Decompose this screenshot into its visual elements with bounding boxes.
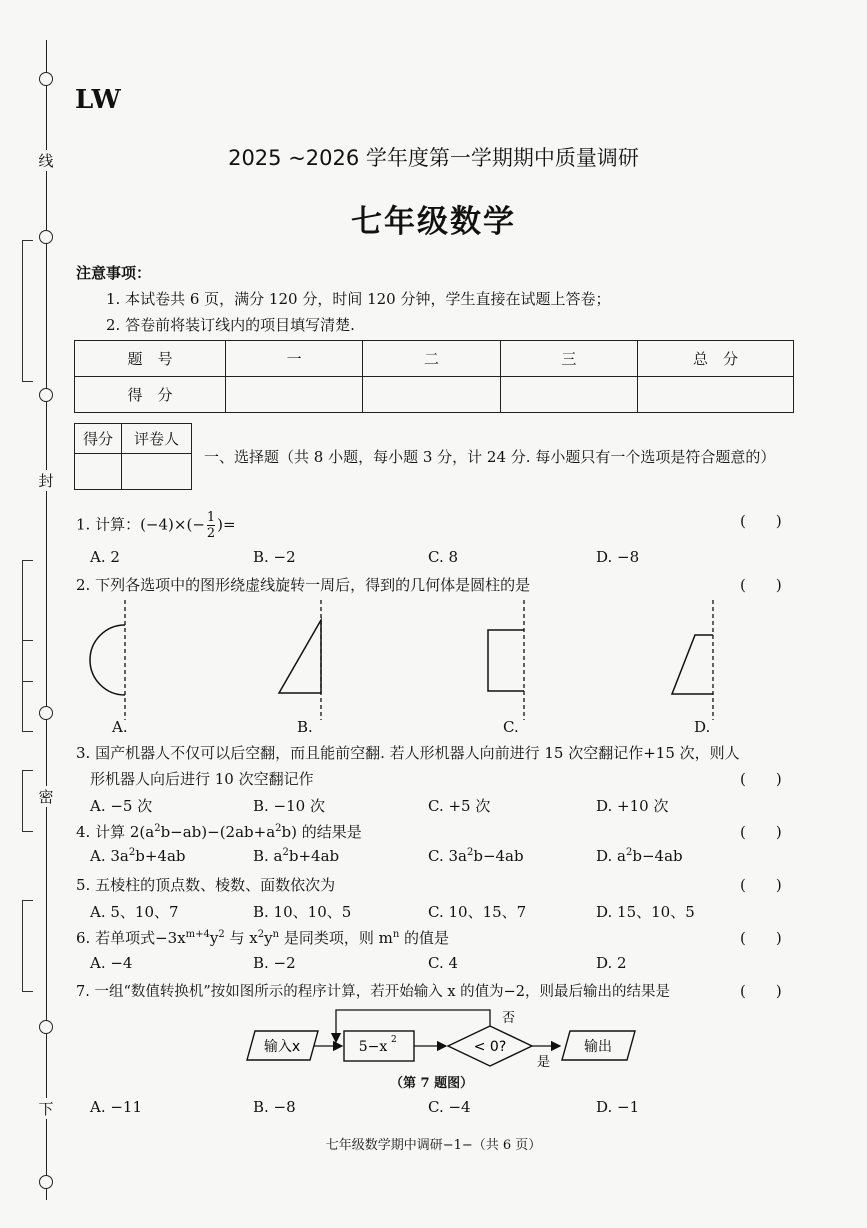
q7-flowchart <box>240 1000 640 1080</box>
score-table <box>74 340 794 413</box>
question-4-stem <box>76 821 362 842</box>
option-c: C. 10、15、7 <box>428 903 527 921</box>
opt-text: b−4ab <box>632 847 683 865</box>
binding-hole <box>39 1020 53 1034</box>
opt-text: D. a <box>596 847 626 865</box>
q4-exp: 2 <box>275 823 282 834</box>
question-6-stem <box>76 927 449 948</box>
answer-paren[interactable]: ( ) <box>740 876 782 894</box>
q6-text: 是同类项，则 m <box>279 929 393 947</box>
q6-exp: 2 <box>257 929 265 940</box>
figure-b-triangle <box>279 600 321 720</box>
binding-hole <box>39 388 53 402</box>
option-d <box>596 847 683 865</box>
figure-label-d: D. <box>694 718 711 736</box>
figure-c-rectangle <box>488 600 524 720</box>
grader-table <box>74 423 192 490</box>
q2-figures <box>80 598 740 723</box>
score-header: 总 分 <box>638 341 794 377</box>
option-a: A. 5、10、7 <box>90 903 179 921</box>
answer-paren[interactable]: ( ) <box>740 512 782 530</box>
option-c: C. 8 <box>428 548 459 566</box>
flow-calc-label: 5−x <box>358 1039 388 1055</box>
margin-char-seal: 封 <box>36 470 56 491</box>
opt-text: C. 3a <box>428 847 467 865</box>
score-header: 二 <box>363 341 500 377</box>
question-7-stem: 7. 一组“数值转换机”按如图所示的程序计算，若开始输入 x 的值为−2，则最后输出的结果是 <box>76 984 671 1000</box>
q4-text: b−ab)−(2ab+a <box>160 823 276 841</box>
flow-yes-label: 是 <box>537 1055 551 1070</box>
option-a: A. 2 <box>90 548 120 566</box>
notice-item: 2. 答卷前将装订线内的项目填写清楚. <box>106 316 355 334</box>
q1-text-tail: )= <box>217 515 236 534</box>
notice-heading: 注意事项： <box>76 264 152 282</box>
q6-text: 与 x <box>224 929 258 947</box>
section-heading: 一、选择题（共 8 小题，每小题 3 分，计 24 分. 每小题只有一个选项是符合题意的） <box>204 448 776 466</box>
option-d: D. +10 次 <box>596 797 669 815</box>
score-row-label: 得 分 <box>75 377 226 413</box>
score-cell[interactable] <box>363 377 500 413</box>
option-a: A. −11 <box>90 1098 143 1116</box>
flow-no-label: 否 <box>502 1011 516 1026</box>
grader-score-label: 得分 <box>75 424 122 454</box>
option-b: B. −8 <box>253 1098 296 1116</box>
option-a: A. −5 次 <box>90 797 153 815</box>
option-c <box>428 847 524 865</box>
figure-caption: （第 7 题图） <box>390 1076 474 1091</box>
figure-label-b: B. <box>297 718 313 736</box>
opt-text: A. 3a <box>90 847 129 865</box>
flow-cond-label: < 0? <box>473 1039 507 1055</box>
option-b: B. −10 次 <box>253 797 325 815</box>
q6-exp: n <box>392 929 400 940</box>
q6-exp: n <box>272 929 280 940</box>
opt-text: B. a <box>253 847 283 865</box>
flow-calc-exp: 2 <box>391 1035 397 1045</box>
q6-exp: m+4 <box>185 929 210 940</box>
q4-text: 4. 计算 2(a <box>76 823 155 841</box>
q6-text: 的值是 <box>399 929 450 947</box>
margin-bracket <box>22 770 33 832</box>
grader-name-label: 评卷人 <box>122 424 192 454</box>
question-3-stem-cont: 形机器人向后进行 10 次空翻记作 <box>90 770 314 788</box>
notice-item: 1. 本试卷共 6 页，满分 120 分，时间 120 分钟，学生直接在试题上答卷； <box>106 290 611 308</box>
figure-a-semicircle <box>90 600 125 720</box>
opt-exp: 2 <box>282 847 289 858</box>
flow-input-label: 输入x <box>263 1039 301 1055</box>
option-d: D. 2 <box>596 954 627 972</box>
option-c: C. 4 <box>428 954 459 972</box>
q6-exp: 2 <box>218 929 225 940</box>
question-5-stem: 5. 五棱柱的顶点数、棱数、面数依次为 <box>76 876 336 894</box>
option-c: C. +5 次 <box>428 797 491 815</box>
grader-name-cell[interactable] <box>122 454 192 490</box>
q1-text: 1. 计算：(−4)×(− <box>76 515 205 534</box>
question-1-stem <box>76 510 236 541</box>
score-header: 一 <box>226 341 363 377</box>
opt-text: b−4ab <box>473 847 524 865</box>
figure-label-a: A. <box>112 718 128 736</box>
q1-fraction-denominator: 2 <box>206 526 216 541</box>
score-cell[interactable] <box>500 377 637 413</box>
option-a: A. −4 <box>90 954 133 972</box>
option-d: D. −8 <box>596 548 640 566</box>
margin-char-secret: 密 <box>36 786 56 807</box>
q4-exp: 2 <box>154 823 161 834</box>
option-b <box>253 847 339 865</box>
logo-text: LW <box>75 85 121 115</box>
q4-text: b) 的结果是 <box>281 823 362 841</box>
option-d: D. 15、10、5 <box>596 903 695 921</box>
binding-hole <box>39 1175 53 1189</box>
margin-char-line: 线 <box>36 150 56 171</box>
answer-paren[interactable]: ( ) <box>740 929 782 947</box>
opt-exp: 2 <box>128 847 136 858</box>
question-2-stem: 2. 下列各选项中的图形绕虚线旋转一周后，得到的几何体是圆柱的是 <box>76 576 531 594</box>
q6-text: 6. 若单项式−3x <box>76 929 186 947</box>
page-footer: 七年级数学期中调研−1−（共 6 页） <box>325 1138 542 1153</box>
margin-bracket <box>22 900 33 992</box>
score-header: 三 <box>500 341 637 377</box>
margin-bracket <box>22 640 33 732</box>
answer-paren[interactable]: ( ) <box>740 576 782 594</box>
question-3-stem: 3. 国产机器人不仅可以后空翻，而且能前空翻. 若人形机器人向前进行 15 次空翻记作+15 次，则人 <box>76 744 740 762</box>
option-a <box>90 847 186 865</box>
margin-bracket <box>22 240 33 382</box>
q6-text: y <box>209 929 219 947</box>
figure-label-c: C. <box>503 718 519 736</box>
margin-char-below: 下 <box>36 1098 56 1119</box>
answer-paren[interactable]: ( ) <box>740 823 782 841</box>
answer-paren[interactable]: ( ) <box>740 770 782 788</box>
q1-fraction-numerator: 1 <box>206 510 216 525</box>
grader-score-cell[interactable] <box>75 454 122 490</box>
option-b: B. 10、10、5 <box>253 903 352 921</box>
flow-output-label: 输出 <box>584 1039 612 1055</box>
exam-subject: 七年级数学 <box>351 204 516 240</box>
answer-paren[interactable]: ( ) <box>740 982 782 1000</box>
q6-text: y <box>264 929 273 947</box>
figure-d-trapezoid <box>672 600 713 720</box>
opt-exp: 2 <box>466 847 474 858</box>
opt-text: b+4ab <box>288 847 340 865</box>
exam-title: 2025 ~2026 学年度第一学期期中质量调研 <box>228 146 639 170</box>
option-b: B. −2 <box>253 548 296 566</box>
option-b: B. −2 <box>253 954 296 972</box>
score-cell[interactable] <box>638 377 794 413</box>
binding-hole <box>39 706 53 720</box>
option-c: C. −4 <box>428 1098 471 1116</box>
score-cell[interactable] <box>226 377 363 413</box>
binding-hole <box>39 72 53 86</box>
opt-text: b+4ab <box>135 847 186 865</box>
option-d: D. −1 <box>596 1098 640 1116</box>
opt-exp: 2 <box>625 847 633 858</box>
score-header: 题 号 <box>75 341 226 377</box>
